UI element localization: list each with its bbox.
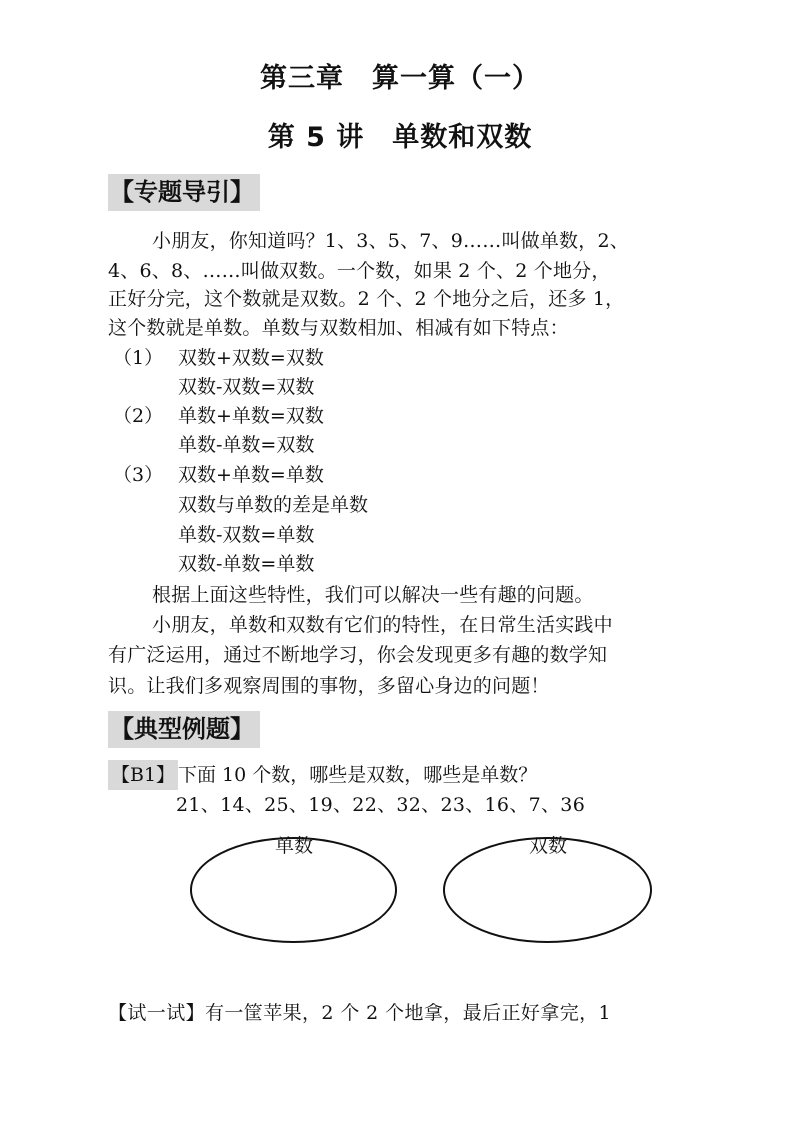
lecture-title: 第 5 讲 单数和双数 [267,122,533,153]
rule-formula: 双数+单数=单数 [178,464,324,486]
rule-formula: 单数+单数=双数 [178,405,324,427]
rule-formula: 双数-单数=单数 [178,553,315,575]
guide-paragraph-line: 这个数就是单数。单数与双数相加、相减有如下特点： [108,317,569,339]
rule-formula: 单数-单数=双数 [178,434,315,456]
guide-heading: 【专题导引】 [108,174,260,211]
guide-closing-line: 小朋友，单数和双数有它们的特性，在日常生活实践中 [152,614,613,636]
guide-summary: 根据上面这些特性，我们可以解决一些有趣的问题。 [152,584,594,606]
rule-number: （1） [113,347,164,369]
rule-number: （2） [113,405,164,427]
rule-formula: 双数+双数=双数 [178,347,324,369]
try-it-question: 【试一试】有一筐苹果，2 个 2 个地拿，最后正好拿完，1 [108,1002,611,1024]
rule-formula: 单数-双数=单数 [178,524,315,546]
guide-closing-line: 有广泛运用，通过不断地学习，你会发现更多有趣的数学知 [108,644,608,666]
guide-closing-line: 识。让我们多观察周围的事物，多留心身边的问题！ [108,675,550,697]
even-numbers-label: 双数 [528,835,567,857]
chapter-title: 第三章 算一算（一） [260,63,540,94]
rule-number: （3） [113,464,164,486]
rule-formula: 双数与单数的差是单数 [178,494,369,516]
examples-heading: 【典型例题】 [108,711,260,748]
example-tag-b1: 【B1】 [108,760,178,790]
guide-paragraph-line: 小朋友，你知道吗？1、3、5、7、9……叫做单数，2、 [152,230,629,252]
guide-paragraph-line: 正好分完，这个数就是双数。2 个、2 个地分之后，还多 1， [108,288,625,310]
rule-formula: 双数-双数=双数 [178,376,315,398]
guide-paragraph-line: 4、6、8、……叫做双数。一个数，如果 2 个、2 个地分， [108,260,611,282]
example-question: 下面 10 个数，哪些是双数，哪些是单数？ [178,764,538,786]
number-list: 21、14、25、19、22、32、23、16、7、36 [176,794,586,816]
odd-numbers-label: 单数 [274,835,313,857]
